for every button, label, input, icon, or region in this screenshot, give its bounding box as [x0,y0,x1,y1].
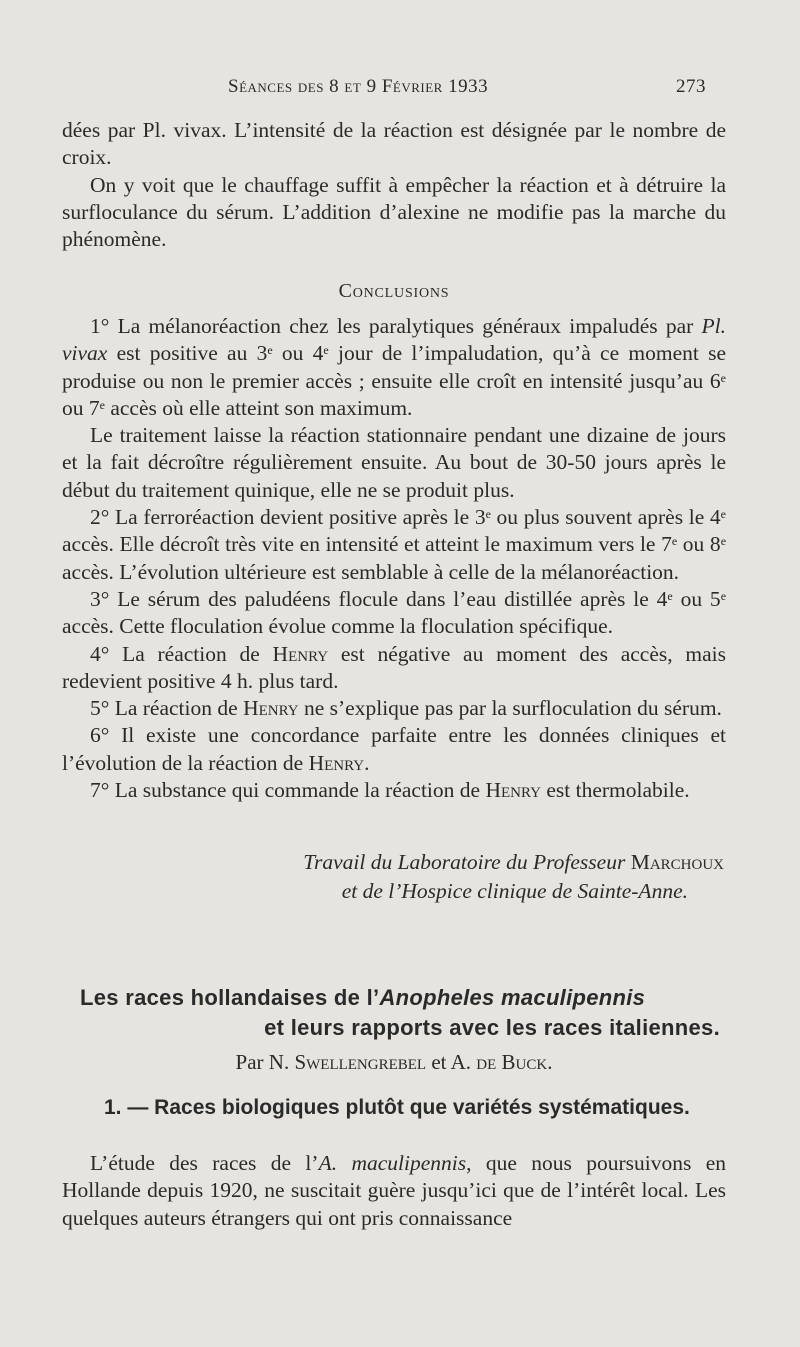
conclusion-1-text-a: 1° La mélanoréaction chez les paralytiques généraux impaludés par [90,314,702,338]
conclusion-3 [62,586,726,641]
section-heading: 1. — Races biologiques plutôt que variétés systématiques. [104,1096,690,1119]
running-head-title: Séances des 8 et 9 Février 1933 [228,76,489,97]
superscript: e [720,588,727,603]
conclusion-2-text-e: accès. L’évolution ultérieure est semblable à celle de la mélanoréaction. [62,559,680,584]
superscript: e [720,534,727,549]
signature-professor: Marchoux [630,850,724,874]
conclusion-5 [62,695,726,722]
conclusion-1 [62,313,726,422]
henry-name: Henry [308,750,365,775]
article-authors [62,1050,726,1075]
conclusions-list [62,313,726,804]
intro-paragraph-2 [62,172,726,254]
conclusion-3-text-a: 3° Le sérum des paludéens flocule dans l’eau distillée après le 4 [90,586,668,611]
conclusion-1b-text: Le traitement laisse la réaction stationnaire pendant une dizaine de jours et la fait décroître régulièrement ensuite. Au bout de 30-50 jours après le début du traitement quinique, elle ne se produit plus. [62,423,726,502]
superscript: e [671,534,678,549]
article-paragraph-1 [62,1150,726,1232]
conclusion-2-text-b: ou plus souvent après le 4 [490,505,721,530]
conclusion-6-text-a: 6° Il existe une concordance parfaite entre les données cliniques et l’évolution de la réaction de [62,723,726,775]
superscript: e [485,507,491,522]
conclusion-1-text-e: ou 7 [62,395,100,420]
signature-line-1 [62,848,724,877]
conclusion-4-text-b: est négative au moment des accès, mais redevient positive 4 h. plus tard. [62,641,726,693]
signature-line-2: et de l’Hospice clinique de Sainte-Anne. [341,879,688,903]
article-title-species: Anopheles maculipennis [379,985,646,1010]
signature-lab: Travail du Laboratoire du Professeur [303,850,631,874]
conclusion-5-text-a: 5° La réaction de [90,696,244,721]
henry-name: Henry [485,778,541,803]
article-title-line-2: et leurs rapports avec les races italiennes. [264,1015,720,1040]
authors-et: et [431,1050,447,1074]
article-title-line-1 [80,983,720,1013]
conclusion-1-text-c: ou 4 [272,341,324,366]
conclusion-2 [62,504,726,586]
conclusion-5-text-b: ne s’explique pas par la surfloculation du sérum. [298,696,722,721]
conclusion-3-text-c: accès. Cette floculation évolue comme la floculation spécifique. [62,614,614,639]
conclusion-7-text-a: 7° La substance qui commande la réaction de [90,778,486,803]
conclusion-6-text-b: . [364,750,370,775]
conclusion-1-text-b: est positive au 3 [107,341,268,366]
author-2-particle: de [476,1050,497,1074]
conclusion-1-text-d: jour de l’impaludation, qu’à ce moment se produise ou non le premier accès ; ensuite elle croît en intensité jusqu’au 6 [62,341,727,393]
superscript: e [720,507,726,522]
article-title-a: Les races hollandaises de l’ [80,985,380,1010]
conclusion-7 [62,777,726,804]
conclusion-2-text-d: ou 8 [677,532,721,557]
henry-name: Henry [272,641,329,666]
conclusion-3-text-b: ou 5 [672,586,721,611]
article-body-species: A. maculipennis [318,1151,467,1175]
intro-p2-text: On y voit que le chauffage suffit à empêcher la réaction et à détruire la surfloculance du sérum. L’addition d’alexine ne modifie pas la marche du phénomène. [62,172,726,252]
conclusion-1-continued [62,422,726,504]
intro-block [62,117,726,253]
author-1: N. Swellengrebel [268,1050,427,1074]
page-number: 273 [676,76,706,97]
superscript: e [720,370,726,385]
superscript: e [323,343,329,358]
conclusions-heading: Conclusions [338,280,450,302]
author-2-initial: A. [450,1050,477,1074]
article-body-a: L’étude des races de l’ [90,1151,319,1175]
intro-p1-text: dées par Pl. vivax. L’intensité de la réaction est désignée par le nombre de croix. [62,118,726,170]
conclusion-4 [62,641,726,696]
conclusion-4-text-a: 4° La réaction de [90,641,273,666]
conclusion-2-text-a: 2° La ferroréaction devient positive après le 3 [90,505,486,530]
article-body [62,1150,726,1232]
intro-paragraph-1 [62,117,726,172]
authors-par: Par [235,1050,264,1074]
conclusion-1-text-f: accès où elle atteint son maximum. [104,395,413,420]
superscript: e [267,343,273,358]
conclusion-2-text-c: accès. Elle décroît très vite en intensité et atteint le maximum vers le 7 [62,532,672,557]
author-2-surname: Buck. [496,1050,553,1074]
henry-name: Henry [243,696,299,721]
superscript: e [99,397,105,412]
signature-block [62,848,724,906]
conclusion-7-text-b: est thermolabile. [541,778,690,803]
superscript: e [667,588,673,603]
article-title [80,983,720,1043]
conclusion-1-species: Pl. vivax [62,314,726,366]
conclusion-6 [62,722,726,777]
article-body-b: , que nous poursuivons en Hollande depuis 1920, ne suscitait guère jusqu’ici que de l’intérêt local. Les quelques auteurs étrangers qui ont pris connaissance [62,1151,726,1230]
